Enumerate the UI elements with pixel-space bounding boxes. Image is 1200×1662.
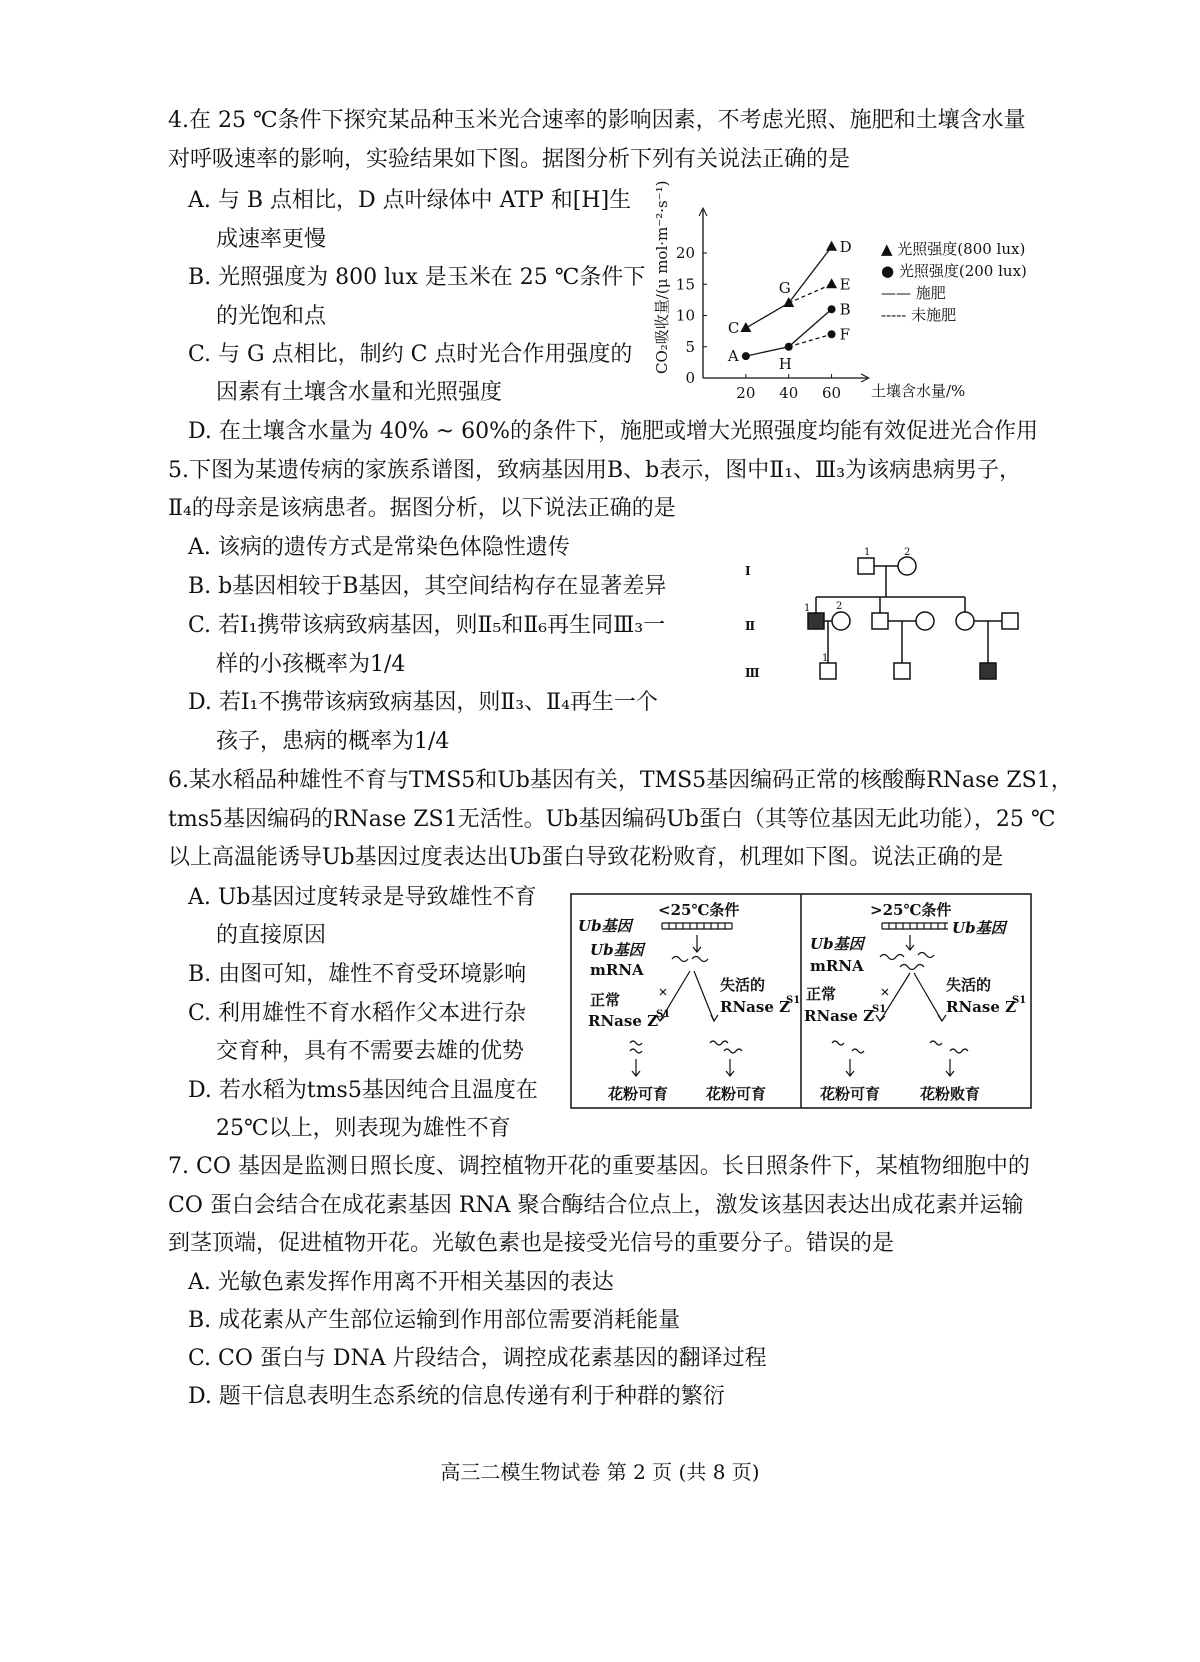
- q5-option-a: A. 该病的遗传方式是常染色体隐性遗传: [188, 535, 570, 560]
- q5-stem-line1: 5.下图为某遗传病的家族系谱图，致病基因用B、b表示，图中Ⅱ₁、Ⅲ₃为该病患病男子，: [168, 458, 1022, 483]
- y-tick-label: 20: [675, 244, 695, 262]
- q7-stem-line3: 到茎顶端，促进植物开花。光敏色素也是接受光信号的重要分子。错误的是: [168, 1231, 895, 1256]
- fig-left-rnase: RNase Z: [588, 1012, 659, 1030]
- fig-left-rnase2-sup: S1: [786, 995, 801, 1006]
- point-label: E: [839, 275, 851, 294]
- q6-mechanism-figure: [570, 893, 1032, 1109]
- point-label: G: [778, 279, 791, 297]
- point-label: D: [839, 237, 852, 256]
- q6-option-d: D. 若水稻为tms5基因纯合且温度在: [188, 1078, 538, 1103]
- q6-stem-line1: 6.某水稻品种雄性不育与TMS5和Ub基因有关，TMS5基因编码正常的核酸酶RNase ZS1，: [168, 768, 1073, 793]
- pedigree-III1: [820, 663, 836, 679]
- fig-right-rnase2-sup: S1: [1012, 995, 1027, 1006]
- q4-stem-line2: 对呼吸速率的影响，实验结果如下图。据图分析下列有关说法正确的是: [168, 147, 851, 172]
- q6-option-b: B. 由图可知，雄性不育受环境影响: [188, 962, 527, 987]
- y-tick-label: 5: [685, 337, 695, 356]
- q4-option-d: D. 在土壤含水量为 40% ~ 60%的条件下，施肥或增大光照强度均能有效促进光合作用: [188, 419, 1039, 444]
- q7-stem-line2: CO 蛋白会结合在成花素基因 RNA 聚合酶结合位点上，激发该基因表达出成花素并运输: [168, 1193, 1024, 1218]
- data-point-triangle: [826, 278, 837, 288]
- page-footer: 高三二模生物试卷 第 2 页 (共 8 页): [440, 1460, 760, 1484]
- point-label: A: [727, 347, 739, 366]
- fig-left-inactive: 失活的: [720, 976, 766, 994]
- data-point-circle: [828, 330, 836, 338]
- fig-left-ub-gene: Ub基因: [578, 917, 632, 935]
- data-point-circle: [742, 352, 750, 360]
- q7-option-b: B. 成花素从产生部位运输到作用部位需要消耗能量: [188, 1308, 681, 1333]
- point-label: F: [839, 325, 850, 344]
- fig-right-title: >25℃条件: [870, 901, 952, 919]
- legend-entry: ▲ 光照强度(800 lux): [881, 240, 1026, 258]
- y-tick-label: 0: [685, 369, 695, 387]
- fig-right-abort: 花粉败育: [920, 1085, 981, 1103]
- x-tick-label: 60: [822, 384, 842, 402]
- y-tick-label: 10: [675, 306, 695, 325]
- pedigree-diagram: [740, 545, 1040, 695]
- q4-chart: [645, 180, 1045, 410]
- pedigree-num-I2: 2: [904, 547, 911, 558]
- x-axis-label: 土壤含水量/%: [871, 382, 966, 400]
- fig-left-rnase2: RNase Z: [720, 998, 791, 1016]
- series-line: [746, 303, 789, 328]
- x-tick-label: 40: [779, 384, 799, 402]
- legend-entry: —— 施肥: [881, 284, 946, 302]
- fig-left-rnase-sup: S1: [656, 1009, 671, 1020]
- fig-left-mrna: mRNA: [590, 961, 644, 979]
- pedigree-num-II1: 1: [804, 603, 811, 614]
- fig-left-normal: 正常: [590, 991, 621, 1009]
- q7-option-a: A. 光敏色素发挥作用离不开相关基因的表达: [188, 1270, 614, 1295]
- q7-stem-line1: 7. CO 基因是监测日照长度、调控植物开花的重要基因。长日照条件下，某植物细胞中的: [168, 1154, 1030, 1179]
- pedigree-I1: [858, 558, 874, 574]
- q4-option-c: C. 与 G 点相比，制约 C 点时光合作用强度的: [188, 342, 633, 367]
- pedigree-III3: [980, 663, 996, 679]
- q4-stem-line1: 4.在 25 ℃条件下探究某品种玉米光合速率的影响因素，不考虑光照、施肥和土壤含水量: [168, 108, 1026, 133]
- fig-right-rnase2: RNase Z: [946, 998, 1017, 1016]
- pedigree-num-I1: 1: [864, 547, 871, 558]
- fig-left-fertile-1: 花粉可育: [608, 1085, 669, 1103]
- fig-left-title: <25℃条件: [658, 901, 740, 919]
- data-point-circle: [828, 305, 836, 313]
- q6-option-a: A. Ub基因过度转录是导致雄性不育: [188, 885, 537, 910]
- q6-option-c-cont: 交育种，具有不需要去雄的优势: [216, 1039, 525, 1064]
- legend-entry: ----- 未施肥: [881, 306, 957, 324]
- fig-right-ub-gene: Ub基因: [952, 919, 1006, 937]
- q4-option-b-cont: 的光饱和点: [216, 304, 327, 329]
- q6-stem-line2: tms5基因编码的RNase ZS1无活性。Ub基因编码Ub蛋白（其等位基因无此功能），25 ℃: [168, 807, 1056, 832]
- q6-option-c: C. 利用雄性不育水稻作父本进行杂: [188, 1001, 527, 1026]
- fig-right-mrna: mRNA: [810, 957, 864, 975]
- q4-option-a: A. 与 B 点相比，D 点叶绿体中 ATP 和[H]生: [188, 188, 632, 213]
- fig-right-inactive: 失活的: [946, 976, 992, 994]
- y-axis-label: CO₂吸收量/(μ mol·m⁻²·s⁻¹): [653, 180, 671, 374]
- gen-label-3: Ⅲ: [745, 666, 760, 680]
- fig-left-ub-gene2: Ub基因: [590, 941, 644, 959]
- q7-option-c: C. CO 蛋白与 DNA 片段结合，调控成花素基因的翻译过程: [188, 1346, 767, 1371]
- q5-option-b: B. b基因相较于B基因，其空间结构存在显著差异: [188, 574, 667, 599]
- pedigree-I2: [898, 557, 916, 575]
- pedigree-II5: [956, 612, 974, 630]
- fig-right-fertile: 花粉可育: [820, 1085, 881, 1103]
- legend-entry: ● 光照强度(200 lux): [881, 262, 1027, 280]
- pedigree-num-II2: 2: [836, 601, 843, 612]
- pedigree-II2: [832, 612, 850, 630]
- pedigree-II4: [916, 612, 934, 630]
- gen-label-1: Ⅰ: [745, 564, 751, 578]
- gen-label-2: Ⅱ: [745, 619, 756, 633]
- pedigree-II1: [808, 613, 824, 629]
- q7-option-d: D. 题干信息表明生态系统的信息传递有利于种群的繁衍: [188, 1384, 725, 1409]
- x-tick-label: 20: [736, 384, 756, 402]
- q6-stem-line3: 以上高温能诱导Ub基因过度表达出Ub蛋白导致花粉败育，机理如下图。说法正确的是: [168, 845, 1004, 870]
- point-label: C: [727, 319, 740, 337]
- point-label: B: [839, 300, 851, 319]
- q6-option-d-cont: 25℃以上，则表现为雄性不育: [216, 1116, 511, 1141]
- q4-option-a-cont: 成速率更慢: [216, 227, 327, 252]
- pedigree-num-III1: 1: [822, 653, 829, 664]
- q5-option-c-cont: 样的小孩概率为1/4: [216, 652, 406, 677]
- q4-option-b: B. 光照强度为 800 lux 是玉米在 25 ℃条件下: [188, 265, 646, 290]
- fig-right-normal: 正常: [806, 985, 837, 1003]
- point-label: H: [778, 354, 792, 373]
- pedigree-II6: [1002, 613, 1018, 629]
- y-tick-label: 15: [675, 275, 695, 294]
- q5-option-d: D. 若Ⅰ₁不携带该病致病基因，则Ⅱ₃、Ⅱ₄再生一个: [188, 690, 658, 715]
- pedigree-III2: [894, 663, 910, 679]
- fig-right-rnase-sup: S1: [872, 1004, 887, 1015]
- fig-left-fertile-2: 花粉可育: [706, 1085, 767, 1103]
- q5-option-d-cont: 孩子，患病的概率为1/4: [216, 729, 450, 754]
- q4-option-c-cont: 因素有土壤含水量和光照强度: [216, 380, 503, 405]
- q6-option-a-cont: 的直接原因: [216, 923, 327, 948]
- data-point-triangle: [740, 322, 751, 332]
- pedigree-II3: [872, 613, 888, 629]
- q5-option-c: C. 若Ⅰ₁携带该病致病基因，则Ⅱ₅和Ⅱ₆再生同Ⅲ₃一: [188, 613, 666, 638]
- fig-right-rnase: RNase Z: [804, 1007, 875, 1025]
- series-line: [789, 247, 832, 303]
- data-point-triangle: [826, 241, 837, 251]
- fig-right-ub-gene2: Ub基因: [810, 935, 864, 953]
- q5-stem-line2: Ⅱ₄的母亲是该病患者。据图分析，以下说法正确的是: [168, 496, 676, 521]
